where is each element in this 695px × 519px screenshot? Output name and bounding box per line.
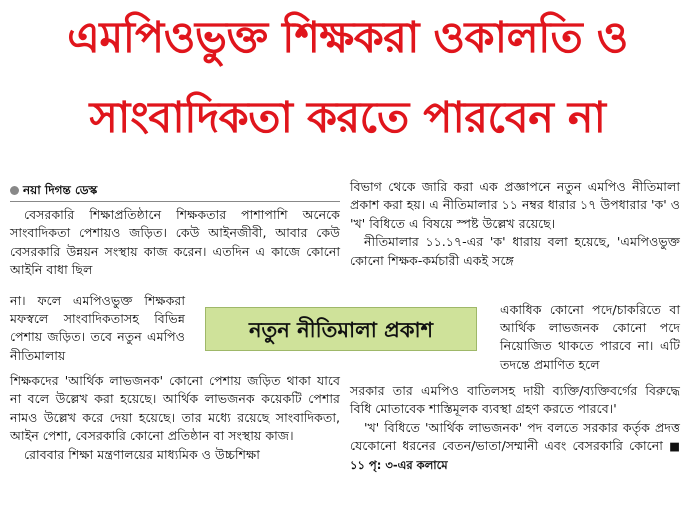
bullet-icon xyxy=(10,186,19,195)
right-paragraph-2-wrap: একাধিক কোনো পদে/চাকরিতে বা আর্থিক লাভজনক কোনো পদে নিয়োজিত থাকতে পারবে না। এটি তদন্তে প্রমাণিত হলে xyxy=(500,301,680,372)
byline-divider xyxy=(10,201,340,202)
headline-line-2: সাংবাদিকতা করতে পারবেন না xyxy=(89,93,606,143)
callout-text: নতুন নীতিমালা প্রকাশ xyxy=(248,318,434,342)
right-column-bottom xyxy=(350,382,680,474)
left-paragraph-1: বেসরকারি শিক্ষাপ্রতিষ্ঠানে শিক্ষকতার পাশাপাশি অনেকে সাংবাদিকতা পেশায়ও জড়িত। কেউ আইনজীবী, আবার কেউ বেসরকারি উন্নয়ন সংস্থায় কাজ করেন। এতদিন এ কাজে কোনো আইনি বাধা ছিল xyxy=(10,207,340,278)
right-column-wrap xyxy=(500,288,680,387)
right-paragraph-2: নীতিমালার ১১.১৭-এর 'ক' ধারায় বলা হয়েছে, 'এমপিওভুক্ত কোনো শিক্ষক-কর্মচারী একই সঙ্গে xyxy=(350,234,680,268)
left-paragraph-1-end: শিক্ষকদের 'আর্থিক লাভজনক' কোনো পেশায় জড়িত থাকা যাবে না বলে উল্লেখ করা হয়েছে। আর্থিক লাভজনক কয়েকটি পেশার নামও উল্লেখ করে দেয়া হয়েছে। তার মধ্যে রয়েছে সাংবাদিকতা, আইন পেশা, বেসরকারি কোনো প্রতিষ্ঠান বা সংস্থায় কাজ। xyxy=(10,373,340,444)
left-column-bottom xyxy=(10,372,340,464)
right-paragraph-3-text: 'খ' বিধিতে 'আর্থিক লাভজনক' পদ বলতে সরকার কর্তৃক প্রদত্ত যেকোনো ধরনের বেতন/ভাতা/সম্মানী এবং বেসরকারি কোনো xyxy=(350,419,680,454)
left-paragraph-1-wrap: না। ফলে এমপিওভুক্ত শিক্ষকরা মফস্বলে সাংবাদিকতাসহ বিভিন্ন পেশায় জড়িত। তবে নতুন এমপিও নীতিমালায় xyxy=(10,292,185,363)
right-column-top xyxy=(350,178,680,270)
right-paragraph-3 xyxy=(350,419,680,474)
left-column-top xyxy=(10,206,340,280)
right-paragraph-2-end: সরকার তার এমপিও বাতিলসহ দায়ী ব্যক্তি/ব্যক্তিবর্গের বিরুদ্ধে বিধি মোতাবেক শাস্তিমূলক ব্যবস্থা গ্রহণ করতে পারবে।' xyxy=(350,383,680,417)
byline xyxy=(10,182,97,202)
byline-text: নয়া দিগন্ত ডেস্ক xyxy=(23,183,98,197)
continued-on-page-label: ■ ১১ পৃ: ৩-এর কলামে xyxy=(350,439,680,472)
right-paragraph-1: বিভাগ থেকে জারি করা এক প্রজ্ঞাপনে নতুন এমপিও নীতিমালা প্রকাশ করা হয়। এ নীতিমালার ১১ নম্বর ধারার ১৭ উপধারার 'ক' ও 'খ' বিধিতে এ বিষয়ে স্পষ্ট উল্লেখ রয়েছে। xyxy=(350,179,681,231)
left-paragraph-2: রোববার শিক্ষা মন্ত্রণালয়ের মাধ্যমিক ও উচ্চশিক্ষা xyxy=(24,446,260,462)
headline-line-1: এমপিওভুক্ত শিক্ষকরা ওকালতি ও xyxy=(67,13,628,63)
callout-box xyxy=(205,307,477,351)
left-column-wrap xyxy=(10,279,185,378)
